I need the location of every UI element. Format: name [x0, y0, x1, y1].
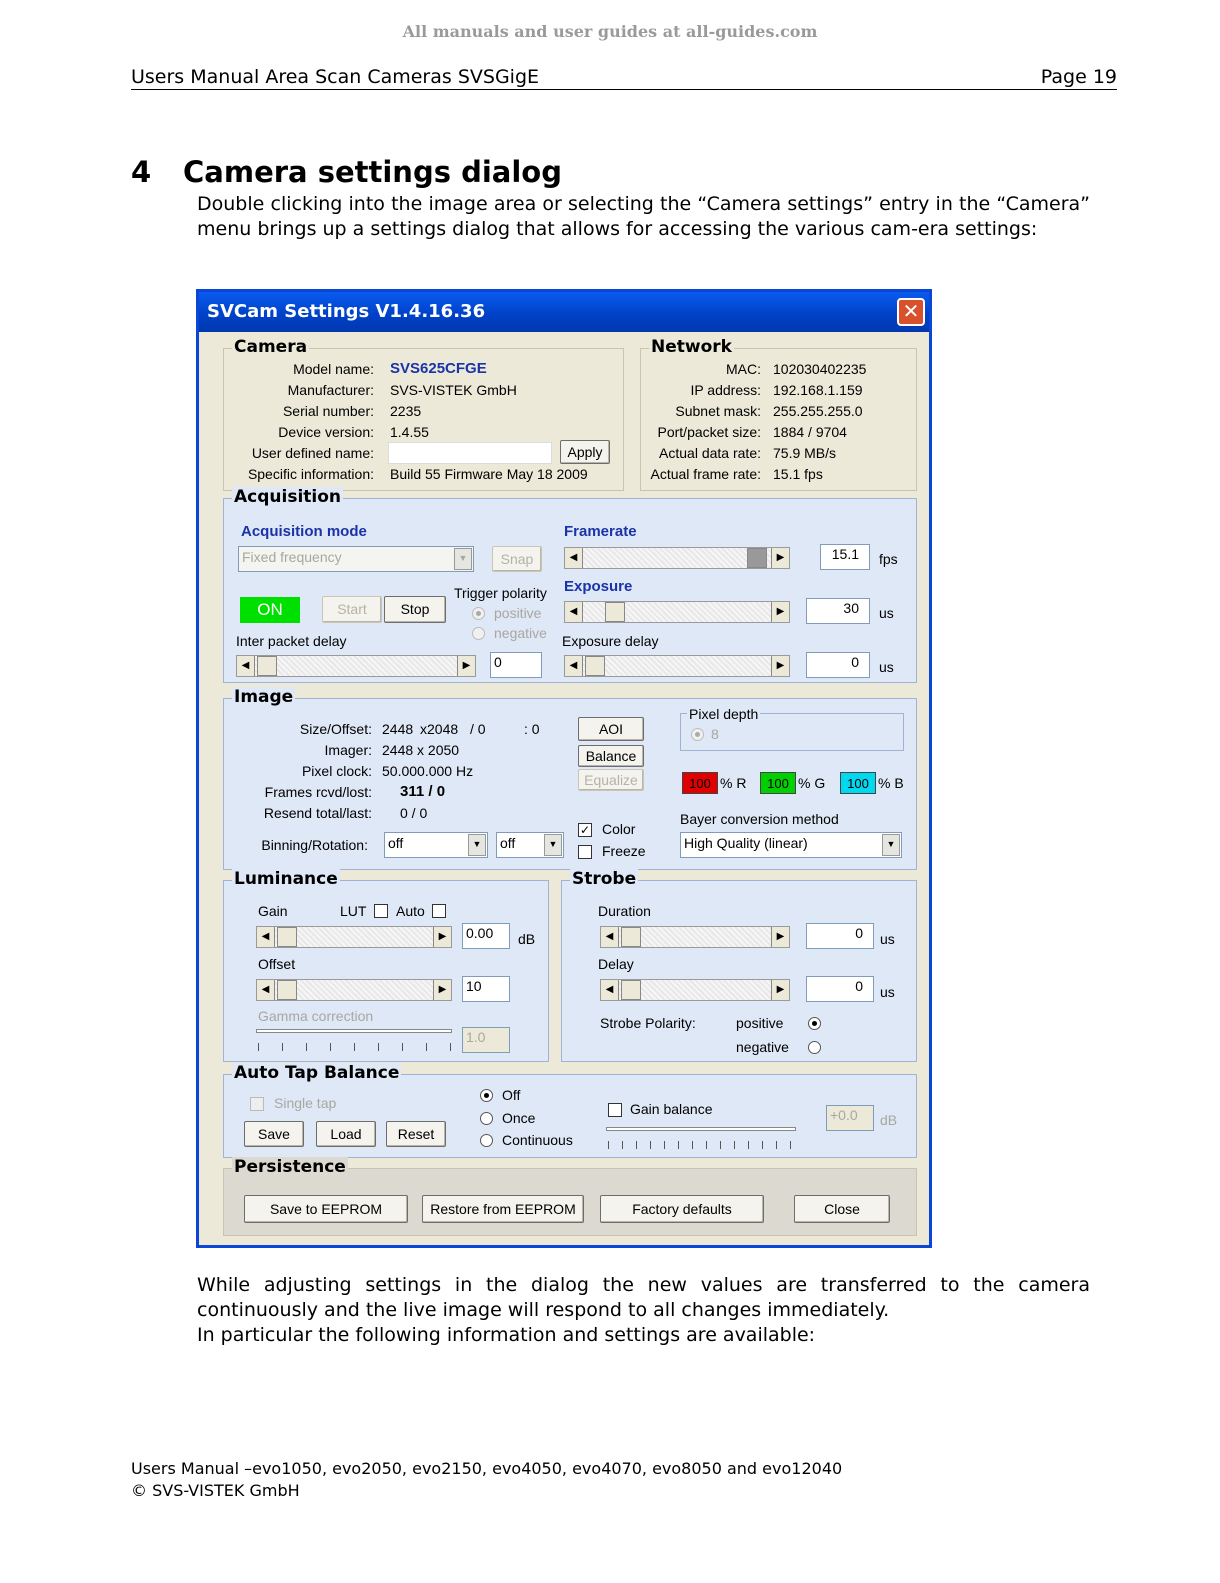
tap-continuous-radio[interactable] [480, 1134, 493, 1147]
red-gain-label: % R [720, 775, 747, 791]
scroll-left-icon[interactable]: ◀ [565, 602, 583, 622]
section-number: 4 [131, 155, 152, 189]
scroll-right-icon[interactable]: ▶ [457, 656, 475, 676]
trigger-negative-label: negative [494, 625, 547, 641]
gamma-label: Gamma correction [258, 1008, 374, 1024]
delay-slider[interactable] [600, 979, 790, 1001]
exposure-unit: us [879, 605, 894, 621]
framerate-slider[interactable] [564, 547, 790, 569]
slider-thumb[interactable] [277, 980, 297, 1000]
persistence-title: Persistence [234, 1157, 346, 1177]
camera-panel [223, 337, 624, 491]
green-gain-field[interactable]: 100 [760, 772, 796, 794]
red-gain-field[interactable]: 100 [682, 772, 718, 794]
delay-unit: us [880, 984, 895, 1000]
factory-defaults-button[interactable]: Factory defaults [600, 1195, 764, 1223]
settings-dialog [196, 289, 932, 1248]
binning-value: off [388, 835, 404, 851]
size-height: x2048 [420, 721, 459, 737]
blue-gain-label: % B [878, 775, 904, 791]
exposure-delay-unit: us [879, 659, 894, 675]
aoi-button[interactable]: AOI [578, 717, 644, 741]
mac-label: MAC: [726, 361, 761, 377]
trigger-negative-radio[interactable] [472, 627, 485, 640]
acquisition-mode-value: Fixed frequency [242, 549, 342, 565]
rotation-value: off [500, 835, 516, 851]
subnet-label: Subnet mask: [675, 403, 761, 419]
auto-checkbox[interactable] [432, 904, 446, 918]
slider-thumb[interactable] [605, 602, 625, 622]
auto-tap-balance-panel [223, 1063, 917, 1158]
gain-balance-unit: dB [880, 1112, 898, 1128]
luminance-panel-title: Luminance [234, 869, 338, 889]
gain-unit: dB [518, 931, 536, 947]
offset-slider[interactable] [256, 979, 452, 1001]
bayer-method-label: Bayer conversion method [680, 811, 839, 827]
specific-info-label: Specific information: [247, 466, 374, 482]
offset-label: Offset [258, 956, 296, 972]
strobe-polarity-label: Strobe Polarity: [600, 1015, 696, 1031]
luminance-panel [223, 869, 549, 1062]
scroll-right-icon[interactable]: ▶ [771, 548, 789, 568]
exposure-delay-label: Exposure delay [562, 633, 659, 649]
tap-save-button[interactable]: Save [244, 1121, 304, 1147]
duration-slider[interactable] [600, 926, 790, 948]
manufacturer-label: Manufacturer: [287, 382, 374, 398]
close-button[interactable]: Close [794, 1195, 890, 1223]
scroll-right-icon[interactable]: ▶ [771, 927, 789, 947]
intro-paragraph: Double clicking into the image area or selecting the “Camera settings” entry in the “Camera” menu brings up a settings dialog that allows for accessing the various cam-era settings: [197, 193, 1090, 240]
data-rate-value: 75.9 MB/s [773, 445, 837, 461]
acquisition-mode-title: Acquisition mode [241, 523, 367, 540]
frame-rate-value: 15.1 fps [773, 466, 823, 482]
scroll-left-icon[interactable]: ◀ [601, 927, 619, 947]
model-label: Model name: [293, 361, 374, 377]
ip-value: 192.168.1.159 [773, 382, 863, 398]
inter-packet-delay-label: Inter packet delay [236, 633, 347, 649]
save-eeprom-button[interactable]: Save to EEPROM [244, 1195, 408, 1223]
duration-unit: us [880, 931, 895, 947]
restore-eeprom-button[interactable]: Restore from EEPROM [422, 1195, 584, 1223]
dropdown-arrow-icon: ▼ [468, 834, 486, 856]
gain-balance-label: Gain balance [630, 1101, 713, 1117]
gain-balance-checkbox[interactable] [608, 1103, 622, 1117]
pixel-depth-label: Pixel depth [689, 706, 759, 722]
data-rate-label: Actual data rate: [659, 445, 761, 461]
pixel-depth-radio[interactable] [691, 728, 704, 741]
duration-input[interactable]: 0 [806, 923, 874, 949]
header-title: Users Manual Area Scan Cameras SVSGigE [131, 66, 540, 88]
resend-value: 0 / 0 [400, 805, 428, 821]
scroll-right-icon[interactable]: ▶ [771, 980, 789, 1000]
page-number: Page 19 [1040, 66, 1117, 88]
offset-x: / 0 [470, 721, 486, 737]
freeze-label: Freeze [602, 843, 646, 859]
network-panel-title: Network [651, 337, 732, 357]
frames-value: 311 / 0 [400, 783, 446, 800]
resend-label: Resend total/last: [263, 805, 372, 821]
tap-once-radio[interactable] [480, 1112, 493, 1125]
balance-button[interactable]: Balance [578, 745, 644, 767]
size-offset-label: Size/Offset: [299, 721, 372, 737]
gain-balance-ticks [608, 1141, 798, 1149]
port-label: Port/packet size: [657, 424, 761, 440]
snap-button[interactable]: Snap [492, 546, 542, 572]
single-tap-label: Single tap [274, 1095, 337, 1111]
device-value: 1.4.55 [390, 424, 429, 440]
manufacturer-value: SVS-VISTEK GmbH [390, 382, 517, 398]
color-checkbox[interactable]: ✓ [579, 823, 591, 837]
color-label: Color [602, 821, 636, 837]
slider-thumb[interactable] [585, 656, 605, 676]
scroll-right-icon[interactable]: ▶ [771, 656, 789, 676]
pixel-clock-value: 50.000.000 Hz [382, 763, 474, 779]
imager-value: 2448 x 2050 [382, 742, 460, 758]
exposure-delay-slider[interactable] [564, 655, 790, 677]
bayer-method-value: High Quality (linear) [684, 835, 808, 851]
acquisition-mode-select[interactable] [238, 546, 474, 572]
dropdown-arrow-icon: ▼ [544, 834, 562, 856]
section-heading [131, 155, 562, 189]
offset-input[interactable]: 10 [462, 976, 510, 1002]
pixel-depth-group [680, 706, 904, 751]
model-value: SVS625CFGE [390, 360, 487, 377]
freeze-checkbox[interactable] [578, 845, 592, 859]
ip-label: IP address: [690, 382, 761, 398]
dropdown-arrow-icon: ▼ [882, 834, 900, 856]
frames-label: Frames rcvd/lost: [264, 784, 372, 800]
network-panel [640, 337, 917, 491]
slider-thumb[interactable] [747, 548, 767, 568]
slider-thumb[interactable] [621, 927, 641, 947]
acquisition-panel-title: Acquisition [234, 487, 342, 507]
apply-button[interactable]: Apply [560, 440, 610, 464]
tap-off-label: Off [502, 1087, 521, 1103]
auto-label: Auto [396, 903, 425, 919]
image-panel [223, 687, 917, 870]
trigger-polarity-label: Trigger polarity [454, 585, 547, 601]
size-width: 2448 [382, 721, 414, 737]
delay-label: Delay [598, 956, 634, 972]
scroll-left-icon[interactable]: ◀ [565, 548, 583, 568]
duration-label: Duration [598, 903, 651, 919]
slider-thumb[interactable] [257, 656, 277, 676]
section-title: Camera settings dialog [183, 155, 562, 189]
acquisition-panel [223, 487, 917, 683]
exposure-input[interactable]: 30 [806, 598, 870, 624]
strobe-panel [561, 869, 917, 1062]
strobe-panel-title: Strobe [572, 869, 637, 889]
camera-panel-title: Camera [234, 337, 308, 357]
strobe-negative-radio[interactable] [808, 1041, 821, 1054]
equalize-button[interactable]: Equalize [578, 769, 644, 791]
binning-label: Binning/Rotation: [261, 837, 368, 853]
lut-checkbox[interactable] [374, 904, 388, 918]
frame-rate-label: Actual frame rate: [650, 466, 761, 482]
device-label: Device version: [278, 424, 374, 440]
framerate-input[interactable]: 15.1 [820, 544, 870, 570]
port-value: 1884 / 9704 [773, 424, 847, 440]
framerate-title: Framerate [564, 523, 637, 540]
strobe-positive-radio[interactable] [808, 1017, 821, 1030]
imager-label: Imager: [324, 742, 372, 758]
pixel-clock-label: Pixel clock: [301, 763, 372, 779]
binning-select[interactable] [384, 832, 488, 858]
scroll-right-icon[interactable]: ▶ [433, 927, 451, 947]
footer-models: Users Manual –evo1050, evo2050, evo2150, evo4050, evo4070, evo8050 and evo12040 [131, 1459, 843, 1478]
strobe-positive-label: positive [736, 1015, 784, 1031]
scroll-right-icon[interactable]: ▶ [433, 980, 451, 1000]
tap-off-radio[interactable] [480, 1089, 493, 1102]
user-name-label: User defined name: [251, 445, 374, 461]
exposure-slider[interactable] [564, 601, 790, 623]
start-button[interactable]: Start [322, 596, 382, 623]
strobe-negative-label: negative [736, 1039, 789, 1055]
bayer-method-select[interactable] [680, 832, 902, 858]
gamma-ticks [258, 1043, 458, 1051]
specific-info-value: Build 55 Firmware May 18 2009 [390, 466, 588, 482]
offset-y: : 0 [524, 721, 540, 737]
serial-label: Serial number: [282, 403, 374, 419]
serial-value: 2235 [390, 403, 422, 419]
trigger-positive-label: positive [494, 605, 542, 621]
dialog-titlebar [199, 292, 929, 332]
gain-balance-input[interactable]: +0.0 [826, 1105, 874, 1131]
delay-input[interactable]: 0 [806, 976, 874, 1002]
exposure-delay-input[interactable]: 0 [806, 652, 870, 678]
exposure-title: Exposure [564, 578, 633, 595]
scroll-left-icon[interactable]: ◀ [565, 656, 583, 676]
gain-input[interactable]: 0.00 [462, 923, 510, 949]
inter-packet-delay-slider[interactable] [236, 655, 476, 677]
blue-gain-field[interactable]: 100 [840, 772, 876, 794]
tap-load-button[interactable]: Load [316, 1121, 376, 1147]
slider-thumb[interactable] [621, 980, 641, 1000]
inter-packet-delay-input[interactable]: 0 [490, 652, 542, 678]
scroll-right-icon[interactable]: ▶ [771, 602, 789, 622]
scroll-left-icon[interactable]: ◀ [601, 980, 619, 1000]
gamma-slider[interactable] [256, 1029, 452, 1033]
gamma-input[interactable]: 1.0 [462, 1027, 510, 1053]
on-indicator: ON [240, 597, 300, 623]
slider-thumb[interactable] [277, 927, 297, 947]
close-icon[interactable]: ✕ [897, 298, 925, 326]
stop-button[interactable]: Stop [384, 596, 446, 623]
mac-value: 102030402235 [773, 361, 867, 377]
tap-reset-button[interactable]: Reset [386, 1121, 446, 1147]
auto-tap-balance-title: Auto Tap Balance [234, 1063, 400, 1083]
watermark: All manuals and user guides at all-guides.com [402, 22, 818, 41]
rotation-select[interactable] [496, 832, 564, 858]
footer-copyright: © SVS-VISTEK GmbH [131, 1481, 300, 1500]
lut-label: LUT [340, 903, 367, 919]
single-tap-checkbox[interactable] [250, 1097, 264, 1111]
user-name-input[interactable] [388, 442, 552, 464]
persistence-panel [223, 1157, 917, 1236]
tap-once-label: Once [502, 1110, 536, 1126]
gain-balance-slider[interactable] [606, 1127, 796, 1131]
tap-continuous-label: Continuous [502, 1132, 573, 1148]
gain-label: Gain [258, 903, 288, 919]
scroll-left-icon[interactable]: ◀ [257, 980, 275, 1000]
outro-paragraph-2: In particular the following information and settings are available: [197, 1324, 816, 1346]
scroll-left-icon[interactable]: ◀ [257, 927, 275, 947]
image-panel-title: Image [234, 687, 294, 707]
green-gain-label: % G [798, 775, 826, 791]
pixel-depth-value: 8 [711, 726, 719, 742]
scroll-left-icon[interactable]: ◀ [237, 656, 255, 676]
page-header [131, 66, 1117, 90]
dialog-title: SVCam Settings V1.4.16.36 [207, 301, 486, 322]
framerate-unit: fps [879, 551, 898, 567]
gain-slider[interactable] [256, 926, 452, 948]
outro-paragraph: While adjusting settings in the dialog the new values are transferred to the camera continuously and the live image will respond to all changes immediately. [197, 1274, 1090, 1321]
dropdown-arrow-icon: ▼ [454, 548, 472, 570]
subnet-value: 255.255.255.0 [773, 403, 863, 419]
trigger-positive-radio[interactable] [472, 607, 485, 620]
